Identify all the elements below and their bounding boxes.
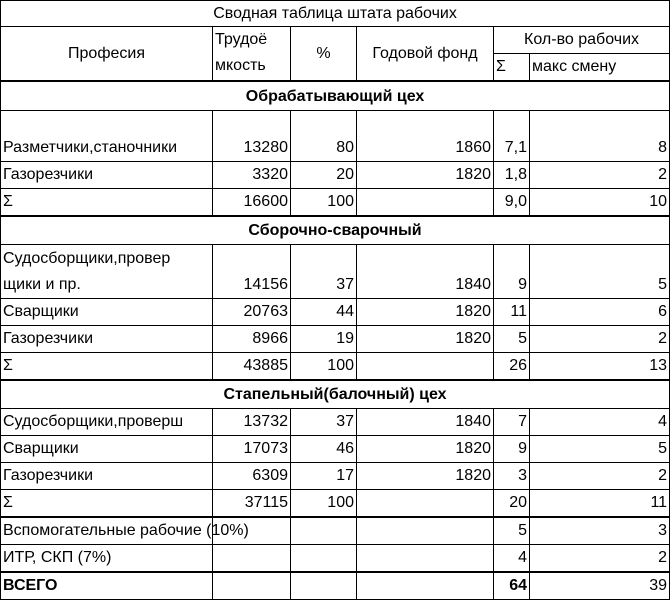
total-sum: 26 xyxy=(494,352,530,380)
header-percent: % xyxy=(291,27,357,82)
row-profession: Сварщики xyxy=(1,435,213,462)
total-max: 10 xyxy=(530,188,670,216)
row-labor: 14156 xyxy=(213,244,291,298)
row-max: 2 xyxy=(530,462,670,489)
row-max: 2 xyxy=(530,161,670,188)
header-labor: Трудоё мкость xyxy=(213,27,291,82)
row-sum: 5 xyxy=(494,325,530,352)
row-profession: Судосборщики,провер щики и пр. xyxy=(1,244,213,298)
aux-fund xyxy=(357,544,494,572)
row-labor: 3320 xyxy=(213,161,291,188)
total-fund xyxy=(357,489,494,517)
row-sum: 9 xyxy=(494,244,530,298)
aux-labor xyxy=(213,544,291,572)
row-labor: 13732 xyxy=(213,408,291,435)
total-max: 13 xyxy=(530,352,670,380)
row-profession: Сварщики xyxy=(1,298,213,325)
row-sum: 7 xyxy=(494,408,530,435)
total-labor: 16600 xyxy=(213,188,291,216)
row-max: 5 xyxy=(530,435,670,462)
row-sum: 11 xyxy=(494,298,530,325)
row-labor: 20763 xyxy=(213,298,291,325)
row-max: 8 xyxy=(530,110,670,161)
grand-total-labor xyxy=(213,572,291,600)
aux-percent xyxy=(291,544,357,572)
total-label: Σ xyxy=(1,489,213,517)
row-fund: 1860 xyxy=(357,110,494,161)
row-profession: Судосборщики,проверш xyxy=(1,408,213,435)
header-workers: Кол-во рабочих xyxy=(494,27,670,54)
aux-percent xyxy=(291,517,357,545)
aux-fund xyxy=(357,517,494,545)
grand-total-label: ВСЕГО xyxy=(1,572,213,600)
row-sum: 9 xyxy=(494,435,530,462)
section-title: Обрабатывающий цех xyxy=(1,81,670,110)
row-sum: 7,1 xyxy=(494,110,530,161)
row-sum: 1,8 xyxy=(494,161,530,188)
total-percent: 100 xyxy=(291,188,357,216)
row-percent: 19 xyxy=(291,325,357,352)
header-fund: Годовой фонд xyxy=(357,27,494,82)
section-title: Сборочно-сварочный xyxy=(1,216,670,245)
row-labor: 13280 xyxy=(213,110,291,161)
total-sum: 9,0 xyxy=(494,188,530,216)
aux-max: 3 xyxy=(530,517,670,545)
row-sum: 3 xyxy=(494,462,530,489)
row-max: 2 xyxy=(530,325,670,352)
header-max-shift: макс смену xyxy=(530,54,670,82)
aux-sum: 5 xyxy=(494,517,530,545)
total-label: Σ xyxy=(1,188,213,216)
row-fund: 1820 xyxy=(357,298,494,325)
grand-total-sum: 64 xyxy=(494,572,530,600)
row-max: 6 xyxy=(530,298,670,325)
row-labor: 17073 xyxy=(213,435,291,462)
row-percent: 20 xyxy=(291,161,357,188)
row-profession: Газорезчики xyxy=(1,325,213,352)
total-fund xyxy=(357,352,494,380)
grand-total-max: 39 xyxy=(530,572,670,600)
row-profession: Газорезчики xyxy=(1,462,213,489)
row-profession: Газорезчики xyxy=(1,161,213,188)
row-percent: 46 xyxy=(291,435,357,462)
grand-total-fund xyxy=(357,572,494,600)
total-label: Σ xyxy=(1,352,213,380)
total-percent: 100 xyxy=(291,489,357,517)
row-profession: Разметчики,станочники xyxy=(1,110,213,161)
aux-profession: Вспомогательные рабочие (10%) xyxy=(1,517,213,545)
row-fund: 1820 xyxy=(357,325,494,352)
row-fund: 1820 xyxy=(357,462,494,489)
row-percent: 37 xyxy=(291,244,357,298)
header-profession: Професия xyxy=(1,27,213,82)
row-percent: 80 xyxy=(291,110,357,161)
total-percent: 100 xyxy=(291,352,357,380)
row-fund: 1820 xyxy=(357,435,494,462)
total-sum: 20 xyxy=(494,489,530,517)
total-labor: 37115 xyxy=(213,489,291,517)
total-fund xyxy=(357,188,494,216)
row-labor: 8966 xyxy=(213,325,291,352)
row-max: 4 xyxy=(530,408,670,435)
aux-sum: 4 xyxy=(494,544,530,572)
section-title: Стапельный(балочный) цех xyxy=(1,380,670,409)
row-fund: 1840 xyxy=(357,408,494,435)
row-percent: 44 xyxy=(291,298,357,325)
row-fund: 1820 xyxy=(357,161,494,188)
aux-max: 2 xyxy=(530,544,670,572)
header-sum: Σ xyxy=(494,54,530,82)
total-max: 11 xyxy=(530,489,670,517)
row-percent: 37 xyxy=(291,408,357,435)
total-labor: 43885 xyxy=(213,352,291,380)
row-percent: 17 xyxy=(291,462,357,489)
row-max: 5 xyxy=(530,244,670,298)
table-title: Сводная таблица штата рабочих xyxy=(1,1,670,27)
row-labor: 6309 xyxy=(213,462,291,489)
grand-total-percent xyxy=(291,572,357,600)
aux-profession: ИТР, СКП (7%) xyxy=(1,544,213,572)
row-fund: 1840 xyxy=(357,244,494,298)
